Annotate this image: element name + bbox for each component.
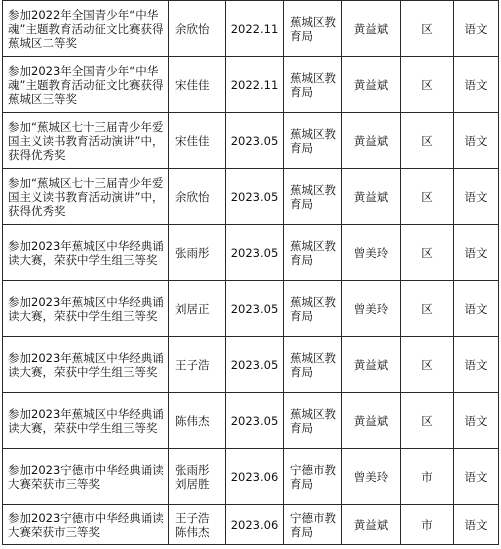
award-level-cell: 区 xyxy=(401,225,454,281)
award-title-cell: 参加“蕉城区七十三届青少年爱国主义读书教育活动演讲”中，获得优秀奖 xyxy=(3,113,169,169)
award-date-cell: 2023.05 xyxy=(226,113,284,169)
award-date-cell: 2023.05 xyxy=(226,169,284,225)
award-title-cell: 参加2022年全国青少年“中华魂”主题教育活动征文比赛获得蕉城区二等奖 xyxy=(3,1,169,57)
student-name-cell xyxy=(169,113,226,169)
award-date-cell: 2022.11 xyxy=(226,1,284,57)
award-date-cell: 2023.05 xyxy=(226,393,284,449)
award-level-cell: 区 xyxy=(401,169,454,225)
organizer-cell: 宁德市教育局 xyxy=(284,505,342,545)
subject-cell: 语文 xyxy=(454,337,499,393)
award-title-cell: 参加2023年蕉城区中华经典诵读大赛，荣获中学生组三等奖 xyxy=(3,393,169,449)
student-name: 余欣怡 xyxy=(175,21,210,36)
student-name: 宋佳佳 xyxy=(175,133,210,148)
organizer-cell: 蕉城区教育局 xyxy=(284,113,342,169)
student-name: 刘居胜 xyxy=(175,476,210,491)
award-date-cell: 2023.06 xyxy=(226,449,284,505)
table-row xyxy=(3,1,499,57)
student-name-cell xyxy=(169,393,226,449)
award-title-cell: 参加2023宁德市中华经典诵读大赛荣获市三等奖 xyxy=(3,505,169,545)
spacer-cell xyxy=(454,545,499,549)
award-level-cell: 区 xyxy=(401,113,454,169)
award-level-cell: 区 xyxy=(401,393,454,449)
table-row xyxy=(3,225,499,281)
spacer-cell xyxy=(284,545,342,549)
student-name: 王子浩 xyxy=(175,357,210,372)
award-level-cell: 区 xyxy=(401,57,454,113)
award-level-cell: 市 xyxy=(401,449,454,505)
organizer-cell: 宁德市教育局 xyxy=(284,449,342,505)
organizer-cell: 蕉城区教育局 xyxy=(284,225,342,281)
organizer-cell: 蕉城区教育局 xyxy=(284,281,342,337)
subject-cell: 语文 xyxy=(454,393,499,449)
subject-cell: 语文 xyxy=(454,505,499,545)
spacer-cell xyxy=(226,545,284,549)
student-name-cell xyxy=(169,281,226,337)
award-title-cell: 参加2023年蕉城区中华经典诵读大赛，荣获中学生组三等奖 xyxy=(3,337,169,393)
tutor-cell: 曾美玲 xyxy=(342,449,401,505)
student-name-cell xyxy=(169,225,226,281)
tutor-cell: 曾美玲 xyxy=(342,225,401,281)
student-name: 余欣怡 xyxy=(175,189,210,204)
subject-cell: 语文 xyxy=(454,225,499,281)
student-name: 宋佳佳 xyxy=(175,77,210,92)
organizer-cell: 蕉城区教育局 xyxy=(284,57,342,113)
subject-cell: 语文 xyxy=(454,169,499,225)
awards-table-body xyxy=(3,1,499,549)
spacer-cell xyxy=(169,545,226,549)
table-row xyxy=(3,393,499,449)
award-date-cell: 2023.05 xyxy=(226,281,284,337)
tutor-cell: 黄益斌 xyxy=(342,169,401,225)
student-name: 张雨彤 xyxy=(175,462,210,477)
award-date-cell: 2023.05 xyxy=(226,337,284,393)
table-row xyxy=(3,169,499,225)
organizer-cell: 蕉城区教育局 xyxy=(284,1,342,57)
award-level-cell: 区 xyxy=(401,337,454,393)
page-bottom-spacer xyxy=(3,545,499,549)
tutor-cell: 黄益斌 xyxy=(342,337,401,393)
subject-cell: 语文 xyxy=(454,281,499,337)
student-name-cell xyxy=(169,449,226,505)
tutor-cell: 黄益斌 xyxy=(342,505,401,545)
table-row xyxy=(3,57,499,113)
awards-table xyxy=(2,0,499,549)
subject-cell: 语文 xyxy=(454,113,499,169)
tutor-cell: 黄益斌 xyxy=(342,113,401,169)
student-name-cell xyxy=(169,57,226,113)
student-name-cell xyxy=(169,169,226,225)
award-level-cell: 区 xyxy=(401,281,454,337)
award-level-cell: 区 xyxy=(401,1,454,57)
table-row xyxy=(3,281,499,337)
award-title-cell: 参加2023年全国青少年“中华魂”主题教育活动征文比赛获得蕉城区三等奖 xyxy=(3,57,169,113)
student-name-cell xyxy=(169,505,226,545)
table-row xyxy=(3,337,499,393)
organizer-cell: 蕉城区教育局 xyxy=(284,337,342,393)
tutor-cell: 黄益斌 xyxy=(342,1,401,57)
award-date-cell: 2023.06 xyxy=(226,505,284,545)
award-date-cell: 2022.11 xyxy=(226,57,284,113)
subject-cell: 语文 xyxy=(454,1,499,57)
student-name-cell xyxy=(169,1,226,57)
student-name: 王子浩 xyxy=(175,510,210,525)
student-name: 陈伟杰 xyxy=(175,524,210,539)
student-name: 刘居正 xyxy=(175,301,210,316)
spacer-cell xyxy=(342,545,401,549)
tutor-cell: 曾美玲 xyxy=(342,281,401,337)
student-name: 陈伟杰 xyxy=(175,413,210,428)
award-title-cell: 参加2023年蕉城区中华经典诵读大赛，荣获中学生组三等奖 xyxy=(3,281,169,337)
subject-cell: 语文 xyxy=(454,449,499,505)
table-row xyxy=(3,505,499,545)
award-title-cell: 参加“蕉城区七十三届青少年爱国主义读书教育活动演讲”中，获得优秀奖 xyxy=(3,169,169,225)
table-row xyxy=(3,449,499,505)
spacer-cell xyxy=(401,545,454,549)
organizer-cell: 蕉城区教育局 xyxy=(284,169,342,225)
award-title-cell: 参加2023年蕉城区中华经典诵读大赛，荣获中学生组三等奖 xyxy=(3,225,169,281)
award-level-cell: 市 xyxy=(401,505,454,545)
student-name: 张雨彤 xyxy=(175,245,210,260)
award-title-cell: 参加2023宁德市中华经典诵读大赛荣获市三等奖 xyxy=(3,449,169,505)
spacer-cell xyxy=(3,545,169,549)
table-row xyxy=(3,113,499,169)
student-name-cell xyxy=(169,337,226,393)
subject-cell: 语文 xyxy=(454,57,499,113)
award-date-cell: 2023.05 xyxy=(226,225,284,281)
tutor-cell: 黄益斌 xyxy=(342,57,401,113)
organizer-cell: 蕉城区教育局 xyxy=(284,393,342,449)
tutor-cell: 黄益斌 xyxy=(342,393,401,449)
